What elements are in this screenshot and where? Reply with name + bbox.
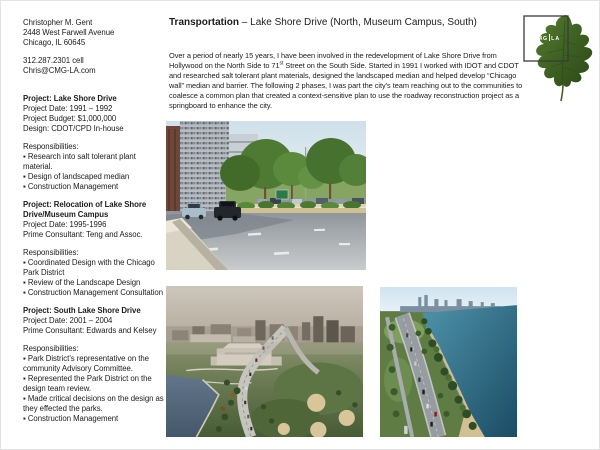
project-detail: Prime Consultant: Edwards and Kelsey xyxy=(23,326,157,335)
responsibility-item: ▪ Construction Management xyxy=(23,182,119,191)
responsibility-item: ▪ Design of landscaped median xyxy=(23,172,130,181)
intro-text: Street on the South Side. Started in 1991 I worked with IDOT and CDOT and researched salt tolerant plant materials, designed the landscaped median and helped develop “Chicago wall” median and barrier. The following 2 phases, I was part the city’s team reaching out to the communities to coalesce a common plan that created a context-sensitive plan to use the roadway reconstruction project as a springboard to enhance the city. xyxy=(169,61,523,111)
project-block-museum-campus xyxy=(23,200,165,298)
contact-address-line1: 2448 West Farwell Avenue xyxy=(23,28,115,37)
responsibilities-label: Responsibilities: xyxy=(23,248,79,257)
sidebar xyxy=(23,18,165,432)
responsibility-item: ▪ Coordinated Design with the Chicago Park District xyxy=(23,258,155,277)
responsibility-item: ▪ Made critical decisions on the design as they effected the parks. xyxy=(23,394,164,413)
contact-phone: 312.287.2301 cell xyxy=(23,56,84,65)
page-title-section: Transportation xyxy=(169,17,240,28)
responsibility-item: ▪ Review of the Landscape Design xyxy=(23,278,141,287)
project-detail: Project Date: 1991 – 1992 xyxy=(23,104,113,113)
page-title-subject: – Lake Shore Drive (North, Museum Campus, South) xyxy=(239,17,477,28)
photo-south-lake-shore-drive-aerial xyxy=(380,287,517,437)
photo-museum-campus-aerial xyxy=(166,286,363,437)
project-title: Project: Lake Shore Drive xyxy=(23,94,117,103)
cmg-la-logo xyxy=(514,5,598,105)
oak-leaf-icon xyxy=(514,5,598,105)
logo-divider xyxy=(549,34,550,41)
responsibilities-label: Responsibilities: xyxy=(23,142,79,151)
south-lsd-illustration xyxy=(380,287,517,437)
contact-block-2 xyxy=(23,56,165,76)
contact-block xyxy=(23,18,165,48)
responsibility-item: ▪ Construction Management xyxy=(23,414,119,423)
contact-name: Christopher M. Gent xyxy=(23,18,93,27)
page-title xyxy=(169,16,477,29)
project-block-north xyxy=(23,94,165,192)
logo-wordmark xyxy=(524,34,569,42)
project-detail: Design: CDOT/CPD In-house xyxy=(23,124,124,133)
museum-campus-illustration xyxy=(166,286,363,437)
photo-north-lake-shore-drive xyxy=(166,121,366,270)
intro-text: Over a period of nearly 15 years, I have been involved in the redevelopment of Lake Shore Drive from Hollywood on the North Side to 71 xyxy=(169,51,497,71)
project-detail: Prime Consultant: Teng and Assoc. xyxy=(23,230,143,239)
responsibility-item: ▪ Park District’s representative on the community Advisory Committee. xyxy=(23,354,149,373)
contact-email: Chris@CMG-LA.com xyxy=(23,66,96,75)
project-detail: Project Budget: $1,000,000 xyxy=(23,114,117,123)
logo-text-la: LA xyxy=(551,36,561,42)
project-title: Project: South Lake Shore Drive xyxy=(23,306,141,315)
responsibility-item: ▪ Research into salt tolerant plant material. xyxy=(23,152,136,171)
project-detail: Project Date: 1995-1996 xyxy=(23,220,107,229)
responsibilities-label: Responsibilities: xyxy=(23,344,79,353)
intro-paragraph xyxy=(169,51,527,112)
logo-text-cmg: CMG xyxy=(532,36,549,42)
project-detail: Project Date: 2001 – 2004 xyxy=(23,316,113,325)
responsibility-item: ▪ Construction Management Consultation xyxy=(23,288,163,297)
street-view-illustration xyxy=(166,121,366,270)
project-title: Project: Relocation of Lake Shore Drive/Museum Campus xyxy=(23,200,147,219)
project-block-south xyxy=(23,306,165,424)
ordinal-superscript: st xyxy=(279,60,284,67)
contact-address-line2: Chicago, IL 60645 xyxy=(23,38,86,47)
responsibility-item: ▪ Represented the Park District on the design team review. xyxy=(23,374,152,393)
